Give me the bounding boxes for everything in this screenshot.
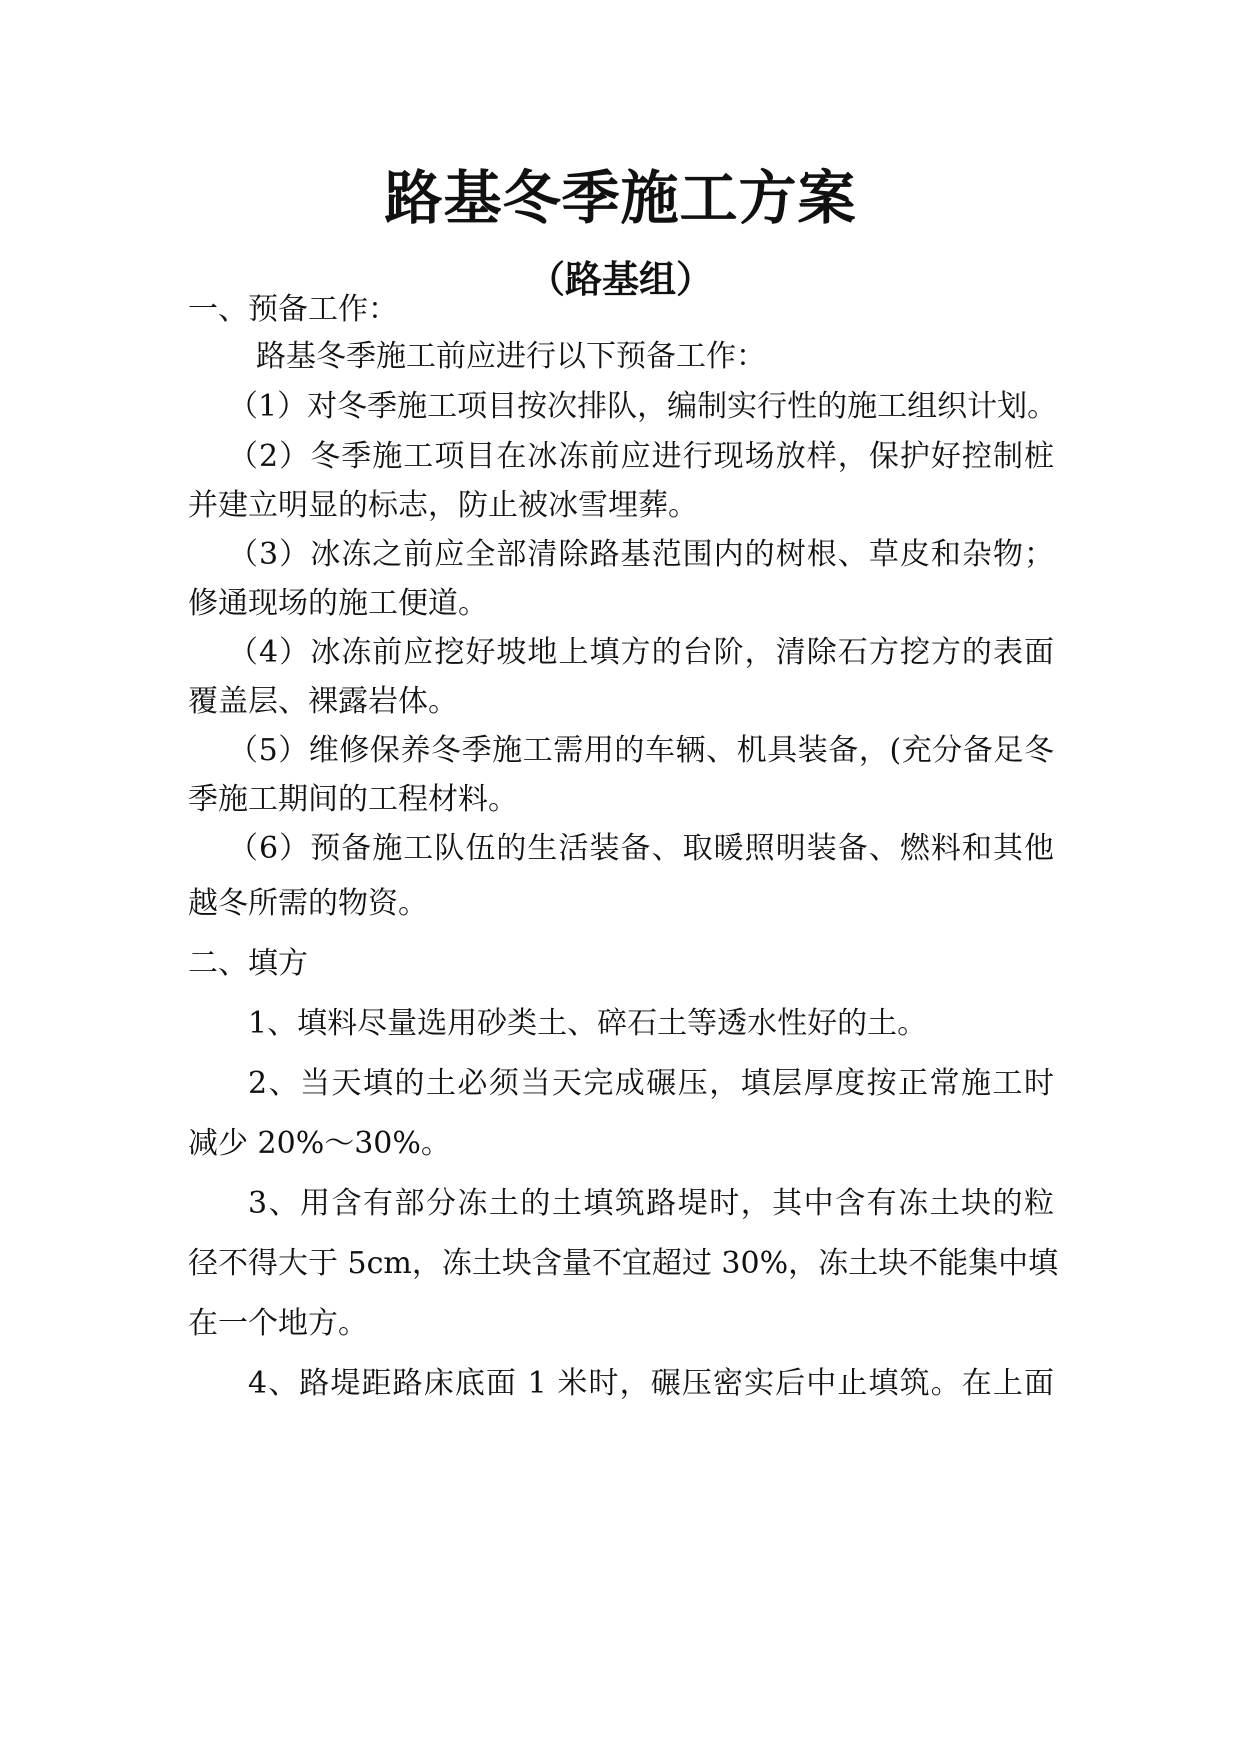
fill-item-4-line-1: 4、路堤距路床底面 1 米时，碾压密实后中止填筑。在上面 <box>248 1366 1054 1401</box>
list-item-6-line-1: （6）预备施工队伍的生活装备、取暖照明装备、燃料和其他 <box>228 831 1054 866</box>
section-heading-preparation: 一、预备工作： <box>188 292 398 327</box>
fill-item-3-line-3: 在一个地方。 <box>188 1306 368 1341</box>
list-item-4-line-2: 覆盖层、裸露岩体。 <box>188 684 458 719</box>
fill-item-3-line-2: 径不得大于 5cm，冻土块含量不宜超过 30%，冻土块不能集中填 <box>188 1246 1059 1281</box>
list-item-1-line-1: （1）对冬季施工项目按次排队，编制实行性的施工组织计划。 <box>228 389 1058 424</box>
list-item-5-line-2: 季施工期间的工程材料。 <box>188 782 518 817</box>
section-intro: 路基冬季施工前应进行以下预备工作： <box>256 339 766 374</box>
section-heading-fill: 二、填方 <box>188 946 308 981</box>
list-item-3-line-2: 修通现场的施工便道。 <box>188 586 488 621</box>
document-subtitle: （路基组） <box>528 257 713 301</box>
list-item-3-line-1: （3）冰冻之前应全部清除路基范围内的树根、草皮和杂物； <box>228 537 1054 572</box>
fill-item-1-line-1: 1、填料尽量选用砂类土、碎石土等透水性好的土。 <box>248 1006 928 1041</box>
list-item-2-line-1: （2）冬季施工项目在冰冻前应进行现场放样，保护好控制桩 <box>228 439 1054 474</box>
list-item-2-line-2: 并建立明显的标志，防止被冰雪埋葬。 <box>188 488 698 523</box>
list-item-4-line-1: （4）冰冻前应挖好坡地上填方的台阶，清除石方挖方的表面 <box>228 635 1054 670</box>
list-item-6-line-2: 越冬所需的物资。 <box>188 886 428 921</box>
document-title: 路基冬季施工方案 <box>384 164 857 232</box>
fill-item-2-line-1: 2、当天填的土必须当天完成碾压，填层厚度按正常施工时 <box>248 1066 1054 1101</box>
fill-item-2-line-2: 减少 20%～30%。 <box>188 1126 451 1161</box>
fill-item-3-line-1: 3、用含有部分冻土的土填筑路堤时，其中含有冻土块的粒 <box>248 1186 1054 1221</box>
list-item-5-line-1: （5）维修保养冬季施工需用的车辆、机具装备，(充分备足冬 <box>228 733 1054 768</box>
